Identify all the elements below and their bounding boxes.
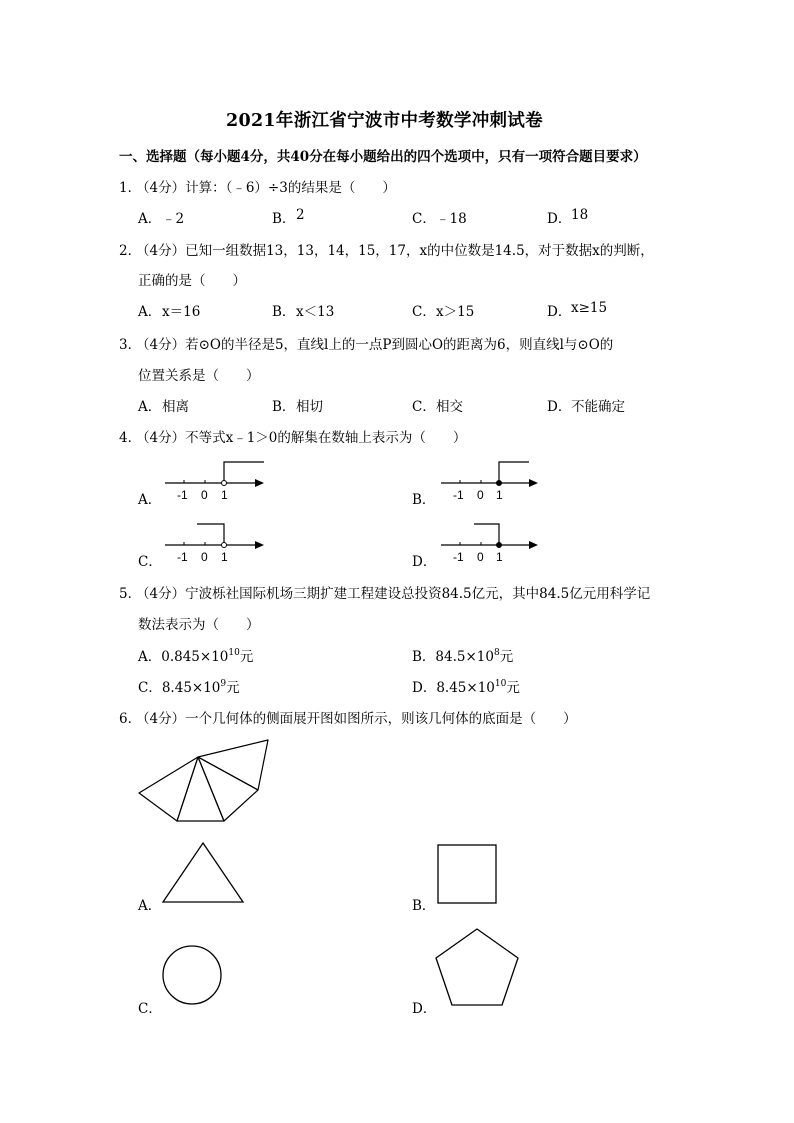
option-exponent: 9 [220,679,227,689]
option-mantissa: 8.45×10 [436,680,495,696]
option-c-label[interactable]: C． [412,304,436,320]
option-c-label[interactable]: C． [138,1001,162,1017]
section-heading: 一、选择题（每小题4分，共40分在每小题给出的四个选项中，只有一项符合题目要求） [119,149,647,165]
tick-label: 1 [496,550,503,564]
question-text-line1: （4分）已知一组数据13，13，14，15，17，x的中位数是14.5，对于数据x的判断， [136,243,654,259]
question-text-line1: （4分）若⊙O的半径是5，直线l上的一点P到圆心O的距离为6，则直线l与⊙O的 [136,337,614,353]
option-c-label[interactable]: C． [412,399,436,415]
tick-label: -1 [177,488,188,502]
option-b[interactable] [412,645,513,665]
option-d[interactable] [412,676,520,696]
option-mantissa: 8.45×10 [161,680,221,696]
option-c-text[interactable]: x＞15 [436,304,475,320]
option-d-label[interactable]: D． [412,1001,437,1017]
question-text-line2: 正确的是（ ） [138,273,246,289]
net-figure [130,735,280,830]
question-number: 4． [119,430,142,446]
option-mantissa: 0.845×10 [161,649,229,665]
question-number: 2． [119,243,142,259]
option-unit: 元 [506,680,520,696]
page-title: 2021年浙江省宁波市中考数学冲刺试卷 [226,111,543,131]
option-d-label[interactable]: D． [547,304,572,320]
option-c-text[interactable]: 相交 [436,399,463,415]
option-a-text[interactable]: 相离 [162,399,189,415]
tick-label: 1 [221,550,228,564]
option-c-label[interactable]: C． [412,211,436,227]
circle-icon[interactable] [160,942,226,1008]
tick-label: -1 [453,550,464,564]
option-label: A． [138,649,162,665]
option-d-label[interactable]: D． [547,211,572,227]
tick-label: 0 [477,550,484,564]
square-icon[interactable] [436,843,500,907]
option-c[interactable] [138,676,240,696]
option-unit: 元 [499,649,514,665]
option-unit: 元 [226,680,240,696]
pentagon-icon[interactable] [434,926,524,1010]
option-a-label[interactable]: A． [138,211,162,227]
question-number: 6． [119,711,142,727]
number-line-c[interactable] [160,517,270,567]
option-label: C． [138,680,162,696]
option-b-label[interactable]: B． [412,898,436,914]
option-d-text[interactable]: 18 [571,207,589,223]
option-exponent: 10 [494,679,507,689]
question-text-line2: 位置关系是（ ） [138,368,260,384]
option-b-label[interactable]: B． [272,211,296,227]
option-b-label[interactable]: B． [272,399,296,415]
triangle-icon[interactable] [160,840,246,906]
option-unit: 元 [239,649,254,665]
option-a-label[interactable]: A． [138,304,162,320]
option-c-text[interactable]: ﹣18 [436,211,467,227]
question-text-line2: 数法表示为（ ） [138,617,260,633]
question-number: 5． [119,586,142,602]
question-text-line1: （4分）宁波栎社国际机场三期扩建工程建设总投资84.5亿元，其中84.5亿元用科学记 [136,586,651,602]
option-a-label[interactable]: A． [138,898,162,914]
tick-label: 1 [221,488,228,502]
tick-label: 1 [496,488,503,502]
tick-label: 0 [477,488,484,502]
option-b-text[interactable]: 相切 [296,399,323,415]
option-d-label[interactable]: D． [547,399,572,415]
option-d-text[interactable]: x≥15 [571,300,608,316]
option-label: B． [412,649,436,665]
number-line-d[interactable] [436,517,546,567]
number-line-a[interactable] [160,455,270,505]
number-line-b[interactable] [436,455,546,505]
option-mantissa: 84.5×10 [435,649,494,665]
option-a-text[interactable]: x＝16 [162,304,201,320]
option-b-text[interactable]: x＜13 [296,304,335,320]
tick-label: 0 [201,550,208,564]
question-text: （4分）计算：（﹣6）÷3的结果是（ ） [136,180,396,196]
option-exponent: 8 [493,648,500,658]
question-text: （4分）一个几何体的侧面展开图如图所示，则该几何体的底面是（ ） [136,711,577,727]
option-d-label[interactable]: D． [412,554,437,570]
question-text: （4分）不等式x﹣1＞0的解集在数轴上表示为（ ） [136,430,467,446]
option-label: D． [412,680,437,696]
option-b-label[interactable]: B． [412,492,436,508]
tick-label: -1 [177,550,188,564]
option-d-text[interactable]: 不能确定 [571,399,625,415]
tick-label: -1 [453,488,464,502]
option-a-text[interactable]: ﹣2 [162,211,185,227]
option-a-label[interactable]: A． [138,492,162,508]
option-b-label[interactable]: B． [272,304,296,320]
option-a[interactable] [138,645,253,665]
question-number: 3． [119,337,142,353]
option-exponent: 10 [228,648,240,658]
option-c-label[interactable]: C． [138,554,162,570]
option-b-text[interactable]: 2 [296,207,305,223]
question-number: 1． [119,180,142,196]
option-a-label[interactable]: A． [138,399,162,415]
tick-label: 0 [201,488,208,502]
